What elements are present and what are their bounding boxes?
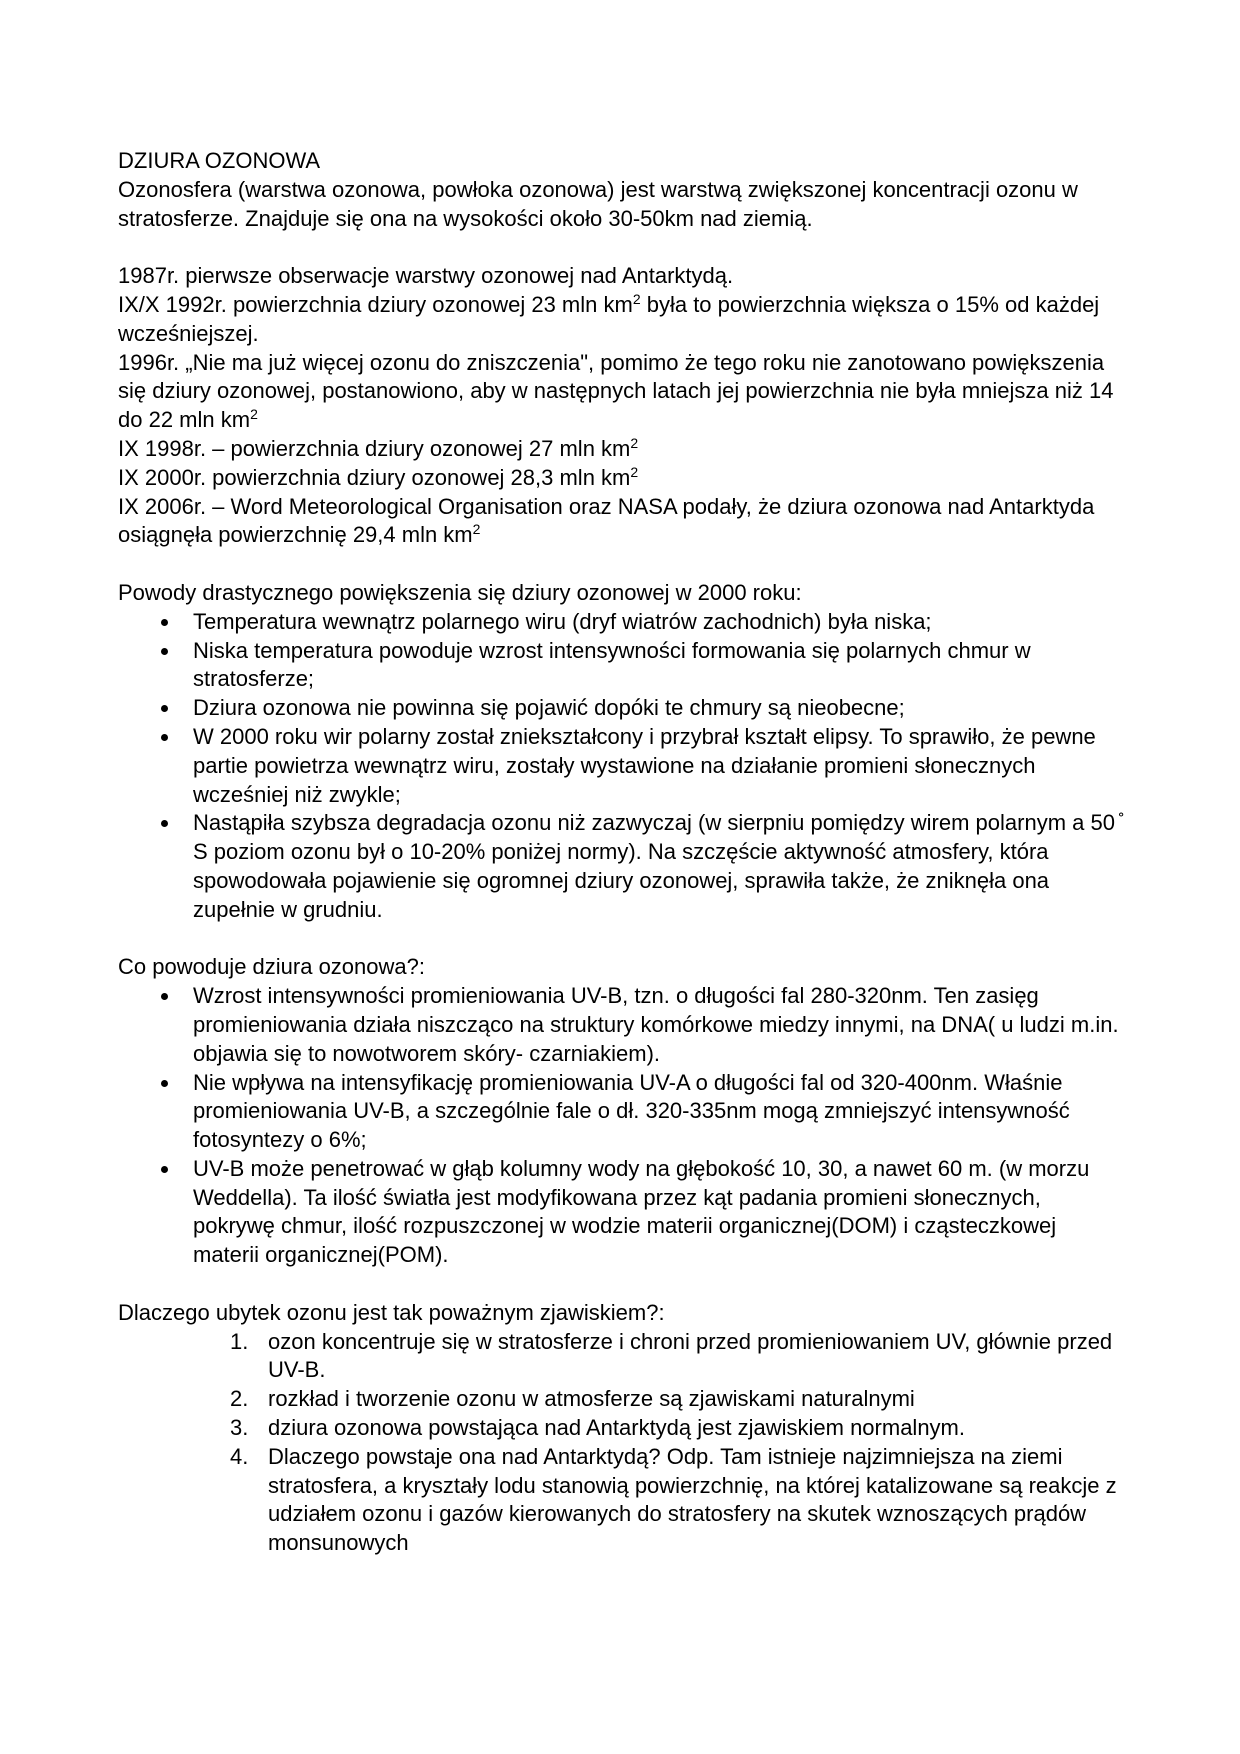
effects-list	[118, 982, 1128, 1270]
history-2000-text: IX 2000r. powierzchnia dziury ozonowej 28,3 mln km	[118, 464, 631, 490]
why-section	[118, 1299, 1128, 1558]
list-item: Wzrost intensywności promieniowania UV-B, tzn. o długości fal 280-320nm. Ten zasięg promieniowania działa niszcząco na struktury komórkowe miedzy innymi, na DNA( u ludzi m.in. objawia się to nowotworem skóry- czarniakiem).	[193, 982, 1128, 1068]
list-item-text: rozkład i tworzenie ozonu w atmosferze są zjawiskami naturalnymi	[268, 1386, 915, 1412]
list-item: Niska temperatura powoduje wzrost intensywności formowania się polarnych chmur w stratosferze;	[193, 637, 1128, 695]
list-item: Nastąpiła szybsza degradacja ozonu niż zazwyczaj (w sierpniu pomiędzy wirem polarnym a 50 ̊ S poziom ozonu był o 10-20% poniżej normy). Na szczęście aktywność atmosfery, która spowodowała pojawienie się ogromnej dziury ozonowej, sprawiła także, że zniknęła ona zupełnie w grudniu.	[193, 809, 1128, 924]
list-item	[230, 1328, 1128, 1386]
causes-heading: Powody drastycznego powiększenia się dziury ozonowej w 2000 roku:	[118, 579, 802, 605]
list-item	[230, 1414, 1128, 1443]
superscript: 2	[250, 406, 258, 423]
history-1992	[118, 291, 1128, 349]
list-item-text: Dlaczego powstaje ona nad Antarktydą? Odp. Tam istnieje najzimniejsza na ziemi stratosfera, a kryształy lodu stanowią powierzchnię, na której katalizowane są reakcje z udziałem ozonu i gazów kierowanych do stratosfery na skutek wznoszących prądów monsunowych	[268, 1443, 1117, 1556]
history-section	[118, 262, 1128, 550]
why-list	[118, 1328, 1128, 1558]
history-1996	[118, 349, 1128, 435]
list-item-text: dziura ozonowa powstająca nad Antarktydą jest zjawiskiem normalnym.	[268, 1415, 965, 1441]
history-2000	[118, 464, 1128, 493]
spacer	[118, 1270, 1128, 1299]
history-2006-text: IX 2006r. – Word Meteorological Organisation oraz NASA podały, że dziura ozonowa nad Antarktyda osiągnęła powierzchnię 29,4 mln km	[118, 493, 1095, 548]
list-item	[230, 1385, 1128, 1414]
superscript: 2	[632, 290, 641, 307]
history-1996-text: 1996r. „Nie ma już więcej ozonu do zniszczenia", pomimo że tego roku nie zanotowano powiększenia się dziury ozonowej, postanowiono, aby w następnych latach jej powierzchnia nie była mniejsza niż 14 do 22 mln km	[118, 349, 1114, 433]
history-1987: 1987r. pierwsze obserwacje warstwy ozonowej nad Antarktydą.	[118, 263, 734, 289]
spacer	[118, 233, 1128, 262]
why-heading: Dlaczego ubytek ozonu jest tak poważnym zjawiskiem?:	[118, 1299, 665, 1325]
history-1992-text-a: IX/X 1992r. powierzchnia dziury ozonowej 23 mln km	[118, 291, 633, 317]
intro-paragraph: Ozonosfera (warstwa ozonowa, powłoka ozonowa) jest warstwą zwiększonej koncentracji ozonu w stratosferze. Znajduje się ona na wysokości około 30-50km nad ziemią.	[118, 176, 1078, 231]
effects-heading: Co powoduje dziura ozonowa?:	[118, 954, 425, 980]
list-number: 1.	[230, 1328, 249, 1354]
list-item: W 2000 roku wir polarny został zniekształcony i przybrał kształt elipsy. To sprawiło, że pewne partie powietrza wewnątrz wiru, zostały wystawione na działanie promieni słonecznych wcześniej niż zwykle;	[193, 723, 1128, 809]
spacer	[118, 550, 1128, 579]
causes-list	[118, 608, 1128, 925]
list-number: 4.	[230, 1443, 249, 1469]
document-title: DZIURA OZONOWA	[118, 148, 321, 173]
list-item	[230, 1443, 1128, 1558]
superscript: 2	[630, 434, 639, 451]
history-1992-text-b: była to powierzchnia większa o 15% od każdej wcześniejszej.	[118, 291, 1100, 346]
list-item-text: ozon koncentruje się w stratosferze i chroni przed promieniowaniem UV, głównie przed UV-B.	[268, 1328, 1113, 1383]
effects-section	[118, 953, 1128, 1270]
list-number: 3.	[230, 1415, 249, 1441]
history-2006	[118, 493, 1128, 551]
history-1998	[118, 435, 1128, 464]
history-1998-text: IX 1998r. – powierzchnia dziury ozonowej 27 mln km	[118, 435, 631, 461]
list-item: Temperatura wewnątrz polarnego wiru (dryf wiatrów zachodnich) była niska;	[193, 608, 1128, 637]
list-item: Dziura ozonowa nie powinna się pojawić dopóki te chmury są nieobecne;	[193, 694, 1128, 723]
causes-section	[118, 579, 1128, 925]
superscript: 2	[630, 463, 639, 480]
spacer	[118, 925, 1128, 954]
list-item: UV-B może penetrować w głąb kolumny wody na głębokość 10, 30, a nawet 60 m. (w morzu Weddella). Ta ilość światła jest modyfikowana przez kąt padania promieni słonecznych, pokrywę chmur, ilość rozpuszczonej w wodzie materii organicznej(DOM) i cząsteczkowej materii organicznej(POM).	[193, 1155, 1128, 1270]
list-number: 2.	[230, 1386, 249, 1412]
superscript: 2	[472, 521, 481, 538]
list-item: Nie wpływa na intensyfikację promieniowania UV-A o długości fal od 320-400nm. Właśnie promieniowania UV-B, a szczególnie fale o dł. 320-335nm mogą zmniejszyć intensywność fotosyntezy o 6%;	[193, 1069, 1128, 1155]
document-page	[118, 147, 1128, 1558]
